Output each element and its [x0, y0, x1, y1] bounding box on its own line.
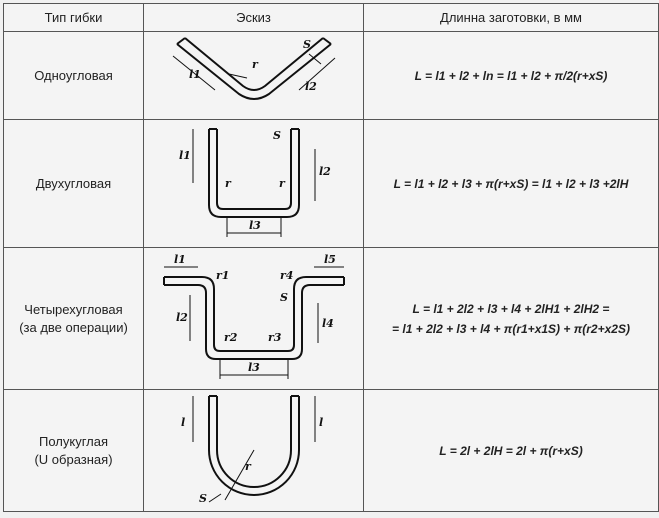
sketch-label: S: [279, 290, 288, 304]
table-row: [4, 390, 659, 512]
sketch-label: S: [272, 128, 281, 142]
sketch-cell: [144, 120, 364, 248]
bend-type-cell: [4, 390, 144, 512]
sketch-label: l1: [173, 252, 186, 266]
u-shape-bend-sketch: [169, 392, 339, 510]
sketch-label: l1: [178, 148, 191, 162]
header-length: Длинна заготовки, в мм: [364, 4, 659, 32]
header-type: Тип гибки: [4, 4, 144, 32]
formula-cell: [364, 120, 659, 248]
bend-type-cell: [4, 120, 144, 248]
sketch-label: l2: [318, 164, 331, 178]
table-row: [4, 248, 659, 390]
sketch-label: l: [180, 415, 185, 429]
sketch-label: l3: [248, 218, 261, 232]
sketch-label: r: [224, 176, 231, 190]
bend-type-note: (за две операции): [19, 319, 128, 335]
sketch-label: l2: [175, 310, 188, 324]
sketch-label: r2: [223, 330, 237, 344]
bend-type-label: Четырехугловая: [24, 301, 123, 317]
sketch-cell: [144, 32, 364, 120]
bending-table: [3, 3, 659, 512]
formula-line: L = l1 + l2 + l3 + π(r+xS) = l1 + l2 + l3 +2lH: [393, 176, 629, 191]
formula-cell: [364, 248, 659, 390]
bend-type-label: Двухугловая: [35, 175, 112, 191]
formula-line: L = l1 + 2l2 + l3 + l4 + 2lH1 + 2lH2 =: [412, 301, 610, 316]
table-row: [4, 32, 659, 120]
sketch-label: l3: [247, 360, 260, 374]
four-angle-bend-sketch: [154, 251, 354, 387]
sketch-cell: [144, 390, 364, 512]
formula-cell: [364, 390, 659, 512]
sketch-cell: [144, 248, 364, 390]
bend-type-label: Полукуглая: [38, 433, 109, 449]
sketch-label: l1: [188, 67, 201, 81]
sketch-label: S: [302, 37, 311, 51]
table-row: [4, 120, 659, 248]
sketch-label: l4: [321, 316, 334, 330]
bend-type-cell: [4, 248, 144, 390]
sketch-label: l2: [304, 79, 317, 93]
formula-line: L = l1 + l2 + ln = l1 + l2 + π/2(r+xS): [414, 68, 608, 83]
sketch-label: l: [318, 415, 323, 429]
formula-line: L = 2l + 2lH = 2l + π(r+xS): [439, 443, 583, 458]
single-angle-bend-sketch: [169, 34, 339, 118]
formula-cell: [364, 32, 659, 120]
header-sketch: Эскиз: [144, 4, 364, 32]
sketch-label: S: [198, 491, 207, 505]
bend-type-note: (U образная): [34, 451, 113, 467]
bend-type-label: Одноугловая: [34, 67, 113, 83]
header-row: [4, 4, 659, 32]
sketch-label: r: [244, 459, 251, 473]
double-angle-bend-sketch: [169, 123, 339, 245]
sketch-label: r4: [279, 268, 293, 282]
sketch-label: r1: [215, 268, 229, 282]
sketch-label: l5: [323, 252, 336, 266]
sketch-label: r: [251, 57, 258, 71]
formula-line: = l1 + 2l2 + l3 + l4 + π(r1+x1S) + π(r2+x2S): [392, 321, 630, 336]
sketch-label: r3: [267, 330, 281, 344]
sketch-label: r: [278, 176, 285, 190]
bend-type-cell: [4, 32, 144, 120]
